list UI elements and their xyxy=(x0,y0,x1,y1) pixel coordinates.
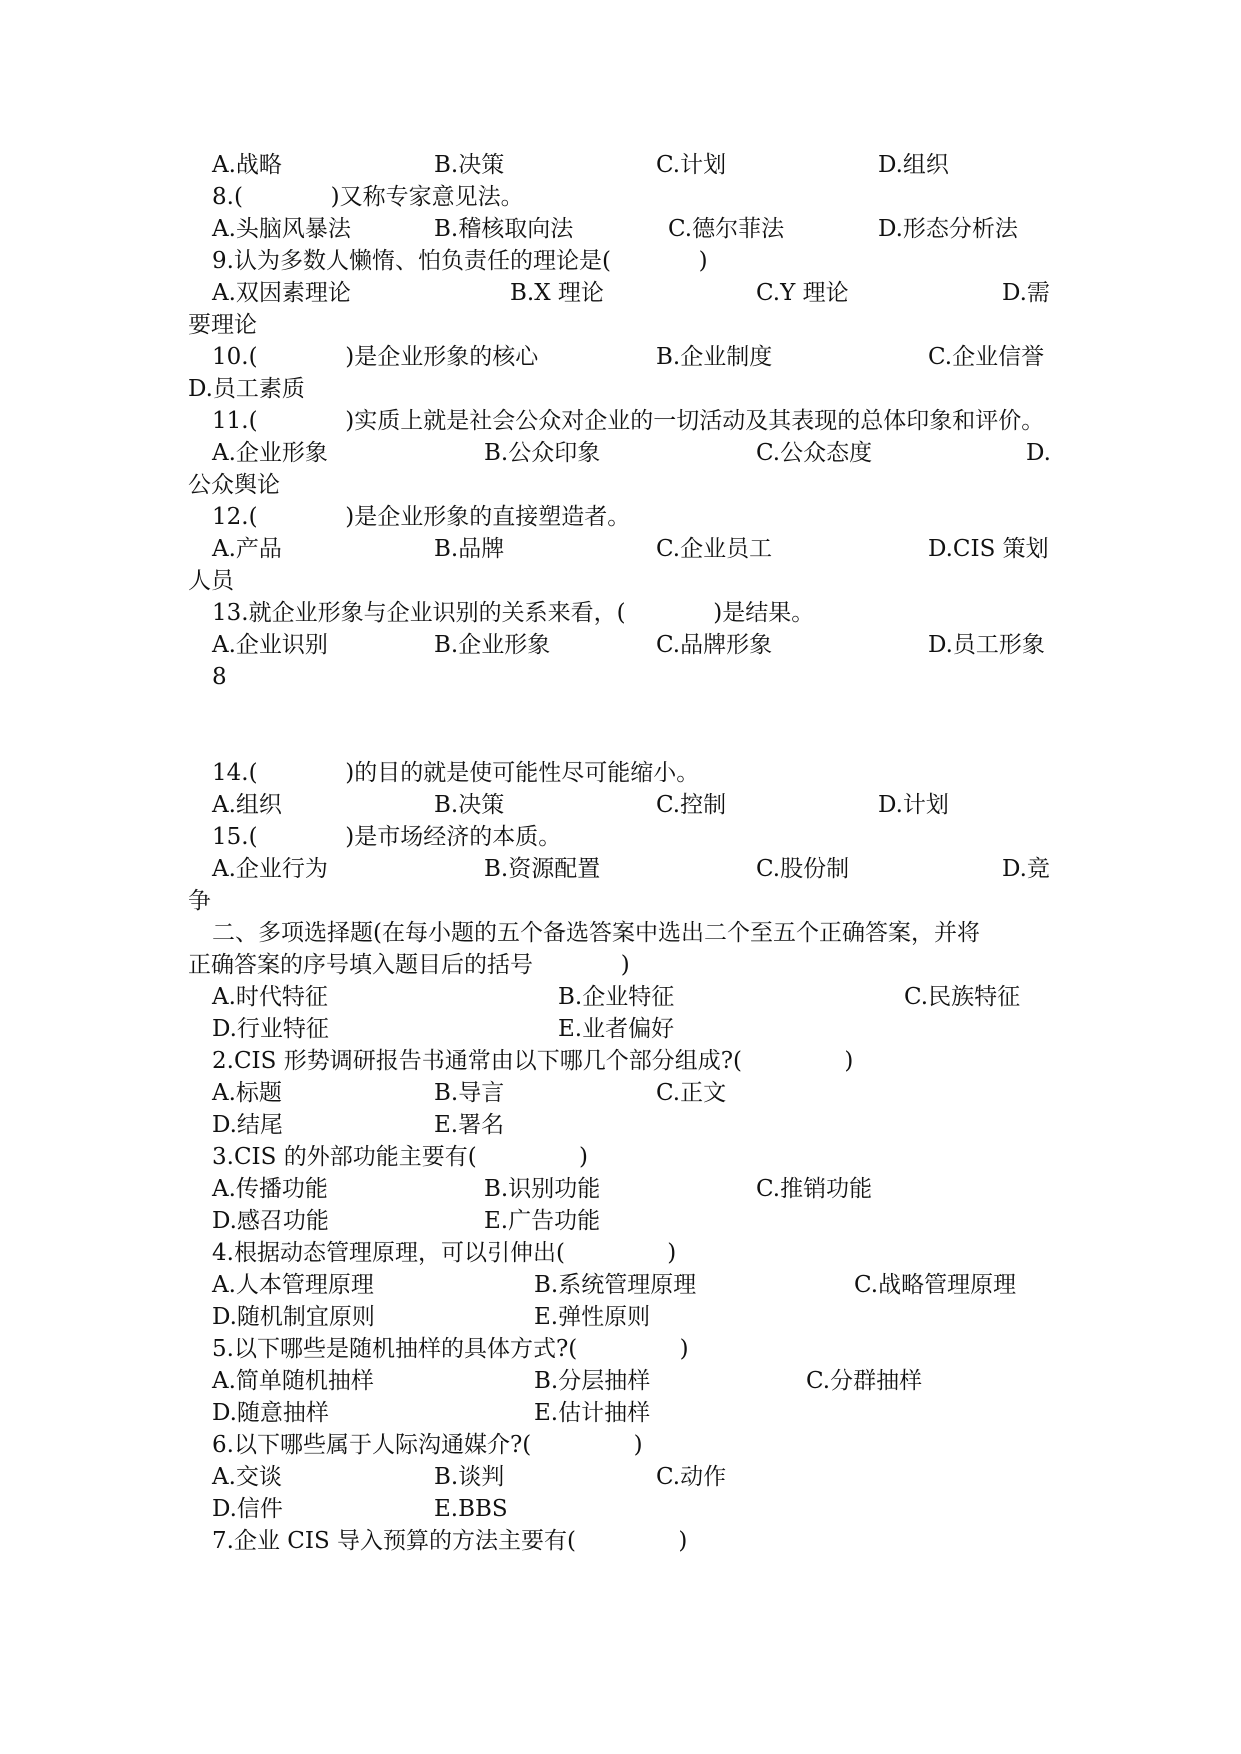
option-d: D.需 xyxy=(1002,280,1050,306)
option-c: C.正文 xyxy=(656,1080,727,1106)
option-b: B.导言 xyxy=(434,1080,505,1106)
option-a: A.企业识别 xyxy=(212,632,328,658)
section-heading-continued: 正确答案的序号填入题目后的括号 ) xyxy=(188,952,630,978)
option-a: A.简单随机抽样 xyxy=(212,1368,374,1394)
question-m3: 3.CIS 的外部功能主要有( ) xyxy=(212,1144,588,1170)
option-a: A.产品 xyxy=(212,536,282,562)
option-e: E.广告功能 xyxy=(484,1208,601,1234)
section-heading: 二、多项选择题(在每小题的五个备选答案中选出二个至五个正确答案，并将 xyxy=(212,920,980,946)
option-d: D.员工形象 xyxy=(928,632,1045,658)
option-d: D.计划 xyxy=(878,792,949,818)
option-d-continued: 公众舆论 xyxy=(188,472,280,498)
option-c: C.动作 xyxy=(656,1464,727,1490)
option-b: B.企业形象 xyxy=(434,632,551,658)
option-d: D.结尾 xyxy=(212,1112,283,1138)
option-e: E.BBS xyxy=(434,1496,508,1522)
option-a: A.传播功能 xyxy=(212,1176,328,1202)
option-a: A.企业形象 xyxy=(212,440,328,466)
option-c: C.德尔菲法 xyxy=(668,216,785,242)
option-b: B.分层抽样 xyxy=(534,1368,651,1394)
question-m5: 5.以下哪些是随机抽样的具体方式?( ) xyxy=(212,1336,689,1362)
option-b: B.系统管理原理 xyxy=(534,1272,697,1298)
option-e: E.业者偏好 xyxy=(558,1016,675,1042)
option-c: C.民族特征 xyxy=(904,984,1021,1010)
question-m6: 6.以下哪些属于人际沟通媒介?( ) xyxy=(212,1432,643,1458)
option-d-continued: 争 xyxy=(188,888,211,914)
option-b: B.谈判 xyxy=(434,1464,505,1490)
option-c: C.分群抽样 xyxy=(806,1368,923,1394)
option-b: B.稽核取向法 xyxy=(434,216,574,242)
option-d: D.行业特征 xyxy=(212,1016,329,1042)
option-a: A.组织 xyxy=(212,792,282,818)
option-c: C.战略管理原理 xyxy=(854,1272,1017,1298)
option-a: A.战略 xyxy=(212,152,282,178)
option-c: C.股份制 xyxy=(756,856,850,882)
option-b: B.识别功能 xyxy=(484,1176,601,1202)
option-a: A.标题 xyxy=(212,1080,282,1106)
option-e: E.估计抽样 xyxy=(534,1400,651,1426)
option-d: D.员工素质 xyxy=(188,376,305,402)
question-13: 13.就企业形象与企业识别的关系来看，( )是结果。 xyxy=(212,600,815,626)
option-d: D.随意抽样 xyxy=(212,1400,329,1426)
option-c: C.公众态度 xyxy=(756,440,873,466)
option-c: C.企业信誉 xyxy=(928,344,1045,370)
option-a: A.交谈 xyxy=(212,1464,282,1490)
question-m2: 2.CIS 形势调研报告书通常由以下哪几个部分组成?( ) xyxy=(212,1048,854,1074)
option-d: D.感召功能 xyxy=(212,1208,329,1234)
option-a: A.人本管理原理 xyxy=(212,1272,374,1298)
question-9: 9.认为多数人懒惰、怕负责任的理论是( ) xyxy=(212,248,708,274)
option-e: E.弹性原则 xyxy=(534,1304,651,1330)
option-b: B.品牌 xyxy=(434,536,505,562)
option-b: B.X 理论 xyxy=(510,280,604,306)
question-12: 12.( )是企业形象的直接塑造者。 xyxy=(212,504,631,530)
option-c: C.Y 理论 xyxy=(756,280,849,306)
question-8: 8.( )又称专家意见法。 xyxy=(212,184,524,210)
option-d-continued: 要理论 xyxy=(188,312,257,338)
option-d: D.形态分析法 xyxy=(878,216,1018,242)
question-10: 10.( )是企业形象的核心 xyxy=(212,344,539,370)
option-d: D.CIS 策划 xyxy=(928,536,1049,562)
option-d: D. xyxy=(1026,440,1051,466)
question-m4: 4.根据动态管理原理，可以引伸出( ) xyxy=(212,1240,677,1266)
option-d-continued: 人员 xyxy=(188,568,234,594)
page-number: 8 xyxy=(212,664,227,690)
option-b: B.企业制度 xyxy=(656,344,773,370)
option-a: A.双因素理论 xyxy=(212,280,351,306)
option-b: B.企业特征 xyxy=(558,984,675,1010)
question-14: 14.( )的目的就是使可能性尽可能缩小。 xyxy=(212,760,700,786)
option-d: D.竞 xyxy=(1002,856,1050,882)
question-11: 11.( )实质上就是社会公众对企业的一切活动及其表现的总体印象和评价。 xyxy=(212,408,1045,434)
option-e: E.署名 xyxy=(434,1112,505,1138)
option-b: B.决策 xyxy=(434,152,505,178)
option-c: C.企业员工 xyxy=(656,536,773,562)
option-c: C.控制 xyxy=(656,792,727,818)
option-b: B.决策 xyxy=(434,792,505,818)
option-b: B.资源配置 xyxy=(484,856,601,882)
option-a: A.头脑风暴法 xyxy=(212,216,351,242)
option-c: C.品牌形象 xyxy=(656,632,773,658)
option-c: C.计划 xyxy=(656,152,727,178)
option-c: C.推销功能 xyxy=(756,1176,873,1202)
option-a: A.企业行为 xyxy=(212,856,328,882)
question-15: 15.( )是市场经济的本质。 xyxy=(212,824,562,850)
option-b: B.公众印象 xyxy=(484,440,601,466)
option-a: A.时代特征 xyxy=(212,984,328,1010)
question-m7: 7.企业 CIS 导入预算的方法主要有( ) xyxy=(212,1528,688,1554)
option-d: D.信件 xyxy=(212,1496,283,1522)
option-d: D.组织 xyxy=(878,152,949,178)
option-d: D.随机制宜原则 xyxy=(212,1304,375,1330)
